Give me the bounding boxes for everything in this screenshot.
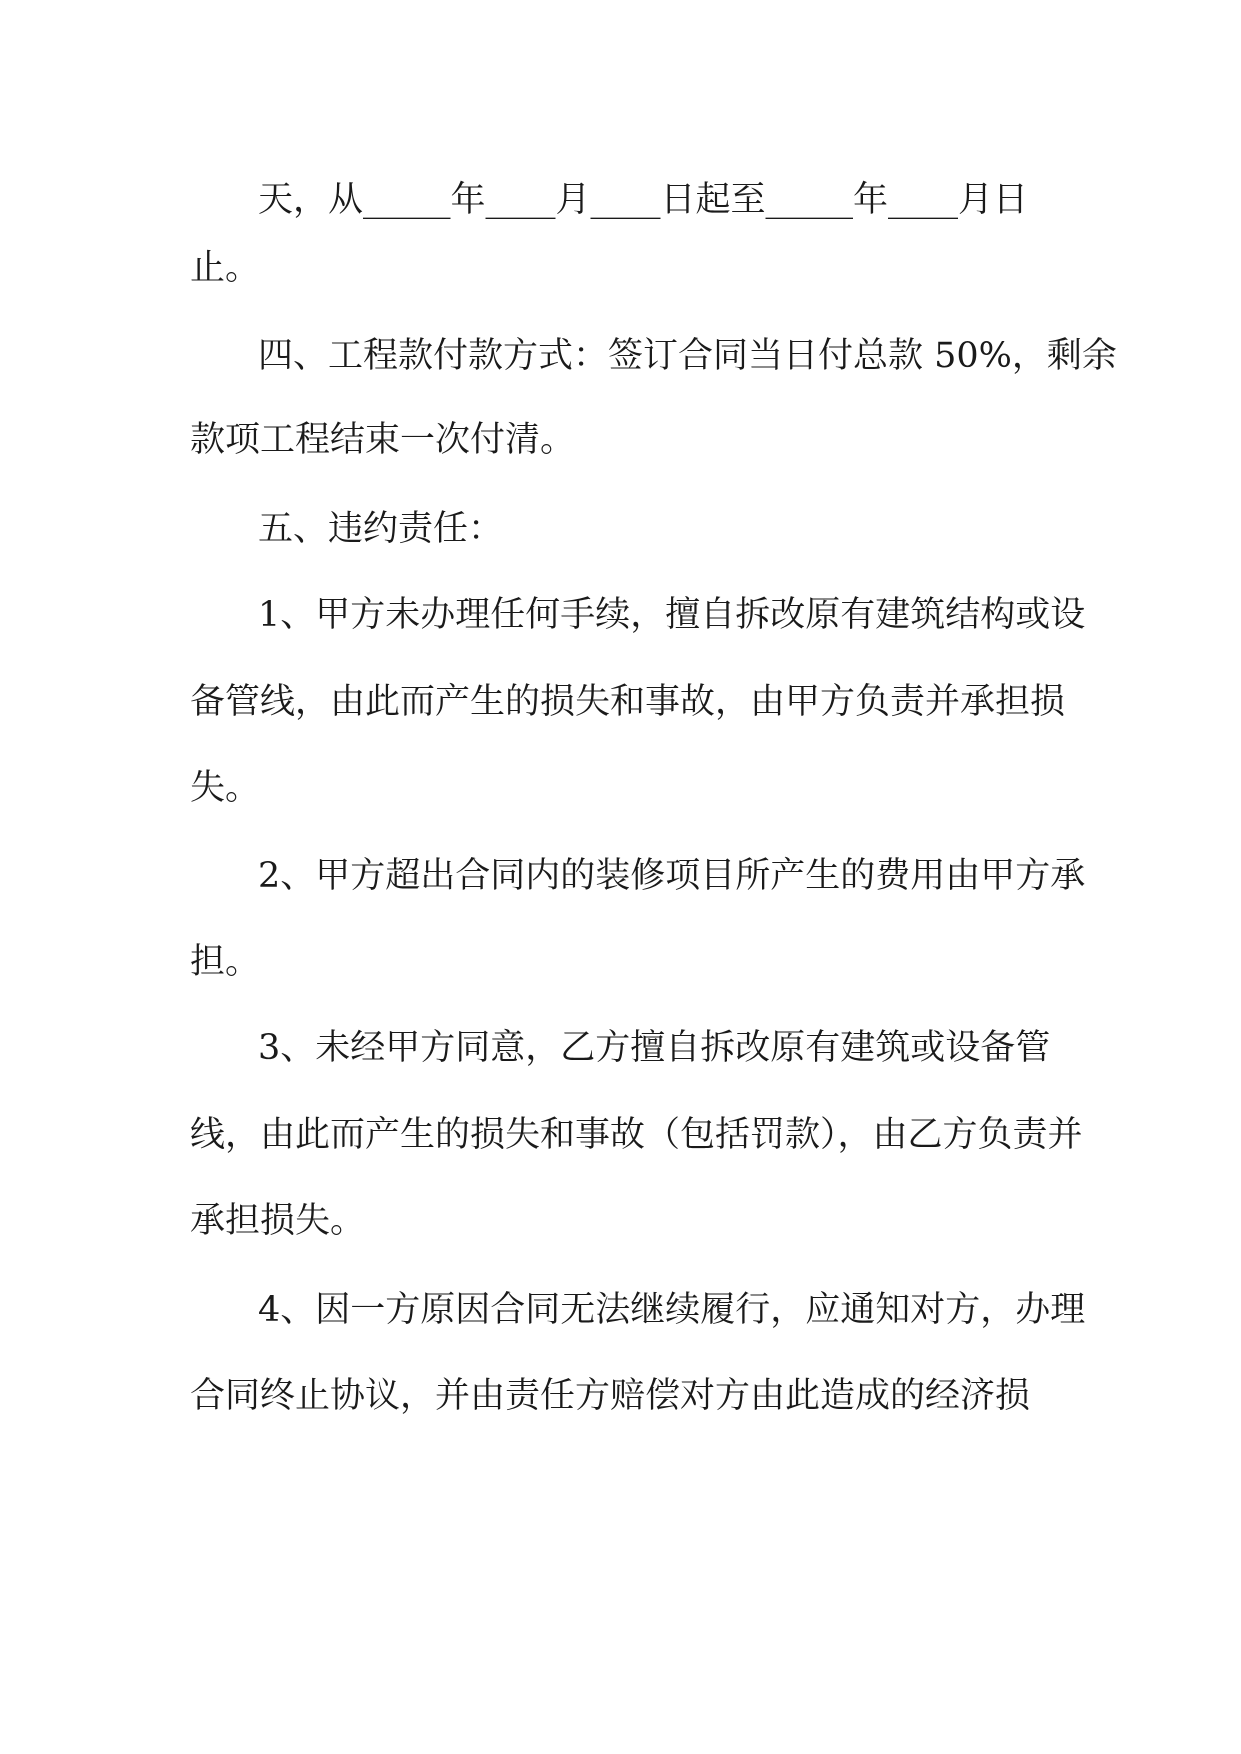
text-line: 1、甲方未办理任何手续，擅自拆改原有建筑结构或设 — [258, 595, 1086, 635]
section-heading: 五、违约责任： — [258, 509, 504, 549]
text-line: 承担损失。 — [190, 1201, 366, 1241]
text-line: 天，从_____年____月____日起至_____年____月日 — [258, 180, 1029, 220]
text-line: 4、因一方原因合同无法继续履行，应通知对方，办理 — [258, 1290, 1086, 1330]
text-line: 合同终止协议，并由责任方赔偿对方由此造成的经济损 — [190, 1376, 1031, 1416]
text-line: 款项工程结束一次付清。 — [190, 420, 576, 460]
text-line: 3、未经甲方同意，乙方擅自拆改原有建筑或设备管 — [258, 1028, 1051, 1068]
text-line: 失。 — [190, 768, 261, 808]
text-line: 线，由此而产生的损失和事故（包括罚款），由乙方负责并 — [190, 1115, 1083, 1155]
text-line: 担。 — [190, 942, 261, 982]
text-line: 备管线，由此而产生的损失和事故，由甲方负责并承担损 — [190, 682, 1066, 722]
text-line: 2、甲方超出合同内的装修项目所产生的费用由甲方承 — [258, 856, 1086, 896]
text-line: 止。 — [190, 248, 261, 288]
text-line: 四、工程款付款方式：签订合同当日付总款 50%，剩余 — [258, 336, 1117, 376]
